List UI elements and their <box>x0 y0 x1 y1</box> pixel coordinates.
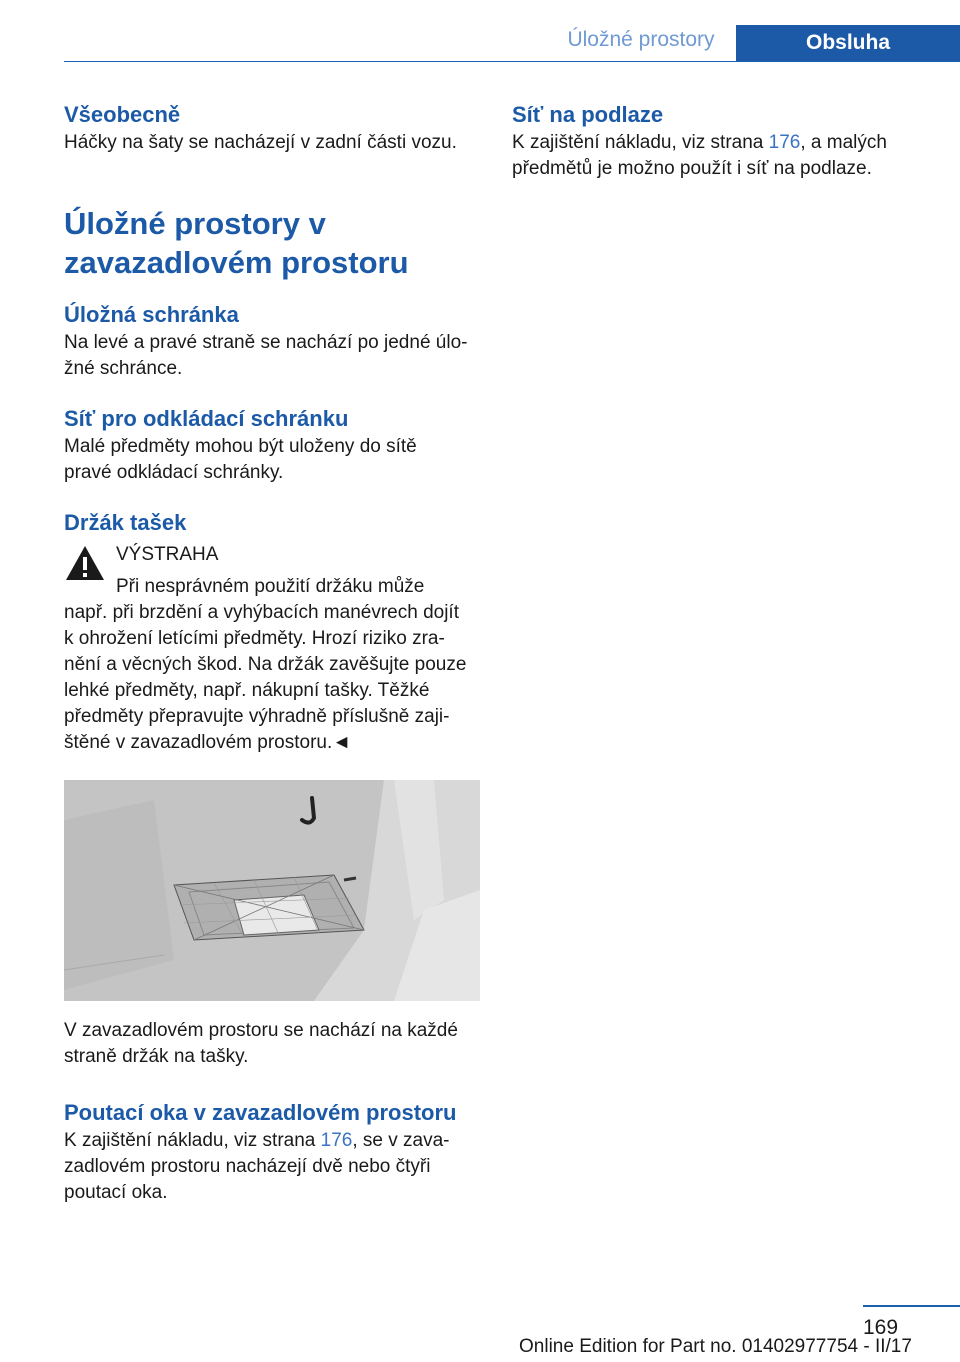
tie-down-line1-end: , se v zava- <box>352 1130 450 1151</box>
floor-net-line1-start: K zajištění nákladu, viz strana <box>512 132 769 153</box>
bag-holder-heading: Držák tašek <box>64 510 187 535</box>
warning-line-2: např. při brzdění a vyhýbacích manévrech dojít <box>64 602 459 623</box>
page-number: 169 <box>863 1316 899 1339</box>
tie-down-line1 <box>64 1128 480 1154</box>
warning-line-7: štěné v zavazadlovém prostoru.◄ <box>64 732 352 753</box>
general-heading: Všeobecně <box>64 102 181 127</box>
net-line2: pravé odkládací schránky. <box>64 462 284 483</box>
header-chapter-tab[interactable]: Obsluha <box>736 25 960 61</box>
header-rule <box>64 61 960 62</box>
net-line1: Malé předměty mohou být uloženy do sítě <box>64 436 417 457</box>
page-link-176[interactable]: 176 <box>320 1130 353 1151</box>
trunk-bag-holder-illustration <box>64 780 480 1001</box>
warning-label: VÝSTRAHA <box>116 544 219 565</box>
warning-line-4: nění a věcných škod. Na držák zavěšujte pouze <box>64 654 467 675</box>
warning-line-5: lehké předměty, např. nákupní tašky. Těžké <box>64 680 430 701</box>
warning-line-6: předměty přepravujte výhradně příslušně zaji- <box>64 706 450 727</box>
bag-holder-caption-line1: V zavazadlovém prostoru se nachází na každé <box>64 1020 458 1041</box>
right-column <box>512 100 928 182</box>
warning-line-1: Při nesprávném použití držáku může <box>116 576 425 597</box>
warning-icon <box>64 544 106 582</box>
bag-holder-caption-line2: straně držák na tašky. <box>64 1046 249 1067</box>
tie-down-line3: poutací oka. <box>64 1182 168 1203</box>
page-link-176[interactable]: 176 <box>768 132 801 153</box>
storage-box-line2: žné schránce. <box>64 358 183 379</box>
floor-net-line1 <box>512 130 928 156</box>
tie-down-line2: zadlovém prostoru nacházejí dvě nebo čtyři <box>64 1156 431 1177</box>
general-text: Háčky na šaty se nacházejí v zadní části vozu. <box>64 132 457 153</box>
main-title-line1: Úložné prostory v <box>64 206 326 241</box>
header-section-title: Úložné prostory <box>567 28 715 51</box>
left-column <box>64 100 480 1206</box>
net-heading: Síť pro odkládací schránku <box>64 406 349 431</box>
warning-block <box>64 542 480 756</box>
tie-down-heading: Poutací oka v zavazadlovém prostoru <box>64 1100 457 1125</box>
floor-net-line2: předmětů je možno použít i síť na podlaze. <box>512 158 872 179</box>
storage-box-heading: Úložná schránka <box>64 302 239 327</box>
warning-line-3: k ohrožení letícími předměty. Hrozí riziko zra- <box>64 628 445 649</box>
tie-down-line1-start: K zajištění nákladu, viz strana <box>64 1130 321 1151</box>
edition-footer: Online Edition for Part no. 01402977754 - II/17 <box>519 1336 912 1357</box>
floor-net-heading: Síť na podlaze <box>512 102 664 127</box>
footer-rule <box>863 1305 960 1307</box>
storage-box-line1: Na levé a pravé straně se nachází po jedné úlo- <box>64 332 468 353</box>
main-title-line2: zavazadlovém prostoru <box>64 245 409 280</box>
floor-net-line1-end: , a malých <box>800 132 887 153</box>
